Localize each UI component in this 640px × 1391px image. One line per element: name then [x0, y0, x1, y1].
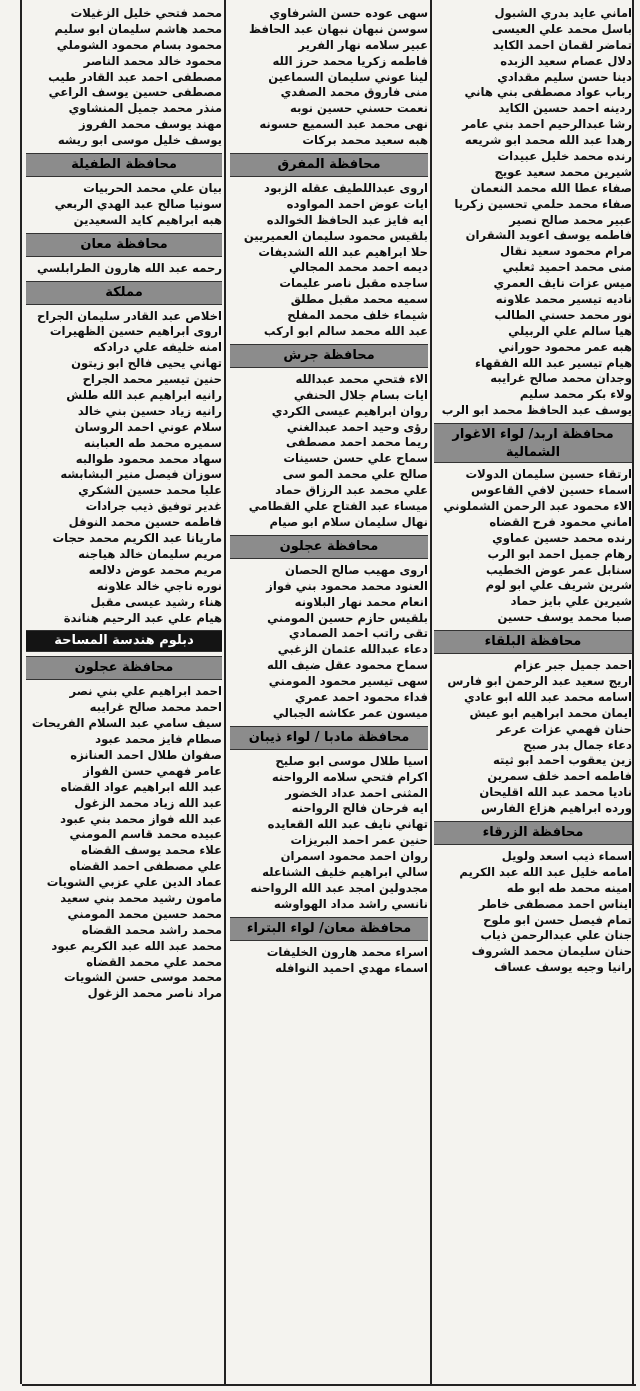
graduate-name: يوسف خليل موسى ابو ريشه: [57, 133, 222, 148]
graduate-name: سميره محمد طه العبابنه: [83, 435, 222, 450]
graduate-name: اخلاص عبد القادر سليمان الجراح: [37, 308, 222, 323]
graduate-name: جنان علي عبدالرحمن ذياب: [480, 928, 632, 943]
graduate-name: الاء محمود عبد الرحمن الشملوني: [443, 498, 632, 513]
graduate-name: هبه ابراهيم كايد السعيدين: [73, 212, 222, 227]
graduate-name: فاطمه حسين محمد النوفل: [68, 515, 222, 530]
bottom-rule: [22, 1384, 636, 1386]
graduate-name: غدير توفيق ذيب جرادات: [85, 499, 222, 514]
graduate-name: حنان سليمان محمد الشروف: [471, 944, 632, 959]
graduate-name: عامر فهمي حسن الفواز: [83, 763, 222, 778]
graduate-name: اماني محمود فرح القضاه: [489, 514, 632, 529]
graduate-name: ميس عزات نايف العمري: [493, 276, 632, 291]
graduate-name: محمد حسين محمد المومني: [67, 906, 222, 921]
graduate-name: ولاء بكر محمد سليم: [519, 387, 632, 402]
graduate-name: سوزان فيصل منير البشابشه: [60, 467, 222, 482]
graduate-name: عماد الدين علي عزبي الشويات: [46, 875, 222, 890]
graduate-name: المثنى احمد عداد الخضور: [285, 785, 428, 800]
graduate-name: عبد الله ابراهيم عواد القضاه: [60, 779, 222, 794]
graduate-name: دعاء جمال بدر صبح: [523, 737, 632, 752]
graduate-name: وجدان محمد صالح غرايبه: [490, 371, 632, 386]
graduate-name: يوسف عبد الحافظ محمد ابو الرب: [441, 403, 632, 418]
graduate-name: نعمت حسني حسين نوبه: [290, 101, 428, 116]
graduate-name: ناديا محمد عبد الله اقليحان: [479, 785, 632, 800]
graduate-name: اسراء محمد هارون الخليفات: [266, 944, 428, 959]
graduate-name: ناديه تيسير محمد علاونه: [495, 292, 632, 307]
graduate-name: نهى محمد عبد السميع حسونه: [259, 117, 428, 132]
section-heading: محافظة معان/ لواء البتراء: [230, 917, 428, 941]
graduate-name: احمد جميل جبر عزام: [513, 658, 632, 673]
graduate-name: حنين عمر احمد البريزات: [290, 833, 428, 848]
graduate-name: بلقيس محمود سليمان العميريين: [243, 228, 428, 243]
graduate-name: ايات عوض احمد المواوده: [286, 196, 428, 211]
graduate-name: سماح علي حسن حسينات: [283, 451, 428, 466]
graduate-name: محمود خالد محمد الناصر: [83, 53, 222, 68]
graduate-name: رنده محمد خليل عبيدات: [497, 149, 632, 164]
graduate-name: رانيه ابراهيم عبد الله طلش: [66, 388, 222, 403]
column-middle: [226, 0, 432, 1384]
graduate-name: رنده محمد حسين عماوي: [492, 530, 632, 545]
graduate-name: رحمه عبد الله هارون الطرابلسي: [36, 260, 222, 275]
graduate-name: محمود بسام محمود الشوملي: [56, 37, 222, 52]
graduate-name: سهاد محمد محمود طوالبه: [75, 451, 222, 466]
graduate-name: شيرين علي بايز حماد: [510, 594, 632, 609]
graduate-name: فاطمه احمد خلف سمرين: [487, 769, 632, 784]
graduate-name: اسامه محمد عبد الله ابو عادي: [463, 689, 632, 704]
graduate-name: سهى تيسير محمود المومني: [268, 674, 428, 689]
graduate-name: انعام محمد نهار البلاونه: [294, 594, 428, 609]
graduate-name: روان ابراهيم عيسى الكردي: [271, 403, 428, 418]
section-heading: محافظة الزرقاء: [434, 821, 632, 845]
graduate-name: هيا سالم علي الربيلي: [508, 323, 632, 338]
graduate-name: احمد محمد صالح غرايبه: [89, 700, 222, 715]
section-heading: دبلوم هندسة المساحة: [26, 630, 222, 652]
graduate-name: روان احمد محمود اسمران: [280, 849, 428, 864]
graduate-name: اسماء حسين لافي القاعوس: [470, 483, 632, 498]
graduate-name: عبير سلامه نهار الفرير: [298, 37, 428, 52]
graduate-name: سميه محمد مقبل مطلق: [290, 292, 428, 307]
graduate-name: باسل محمد علي العيسى: [491, 21, 632, 36]
graduate-name: عبير محمد صالح نصير: [509, 212, 632, 227]
graduate-name: ايات بسام جلال الحنفي: [293, 387, 428, 402]
graduate-name: محمد راشد محمد القضاه: [81, 922, 222, 937]
graduate-name: احمد ابراهيم علي بني نصر: [69, 684, 222, 699]
graduate-name: ايه فايز عبد الحافظ الخوالده: [266, 212, 428, 227]
graduate-name: ميساء عبد الفتاح علي القطامي: [248, 499, 428, 514]
graduate-name: هيام علي عبد الرحيم هناندة: [63, 610, 222, 625]
section-heading: محافظة المفرق: [230, 153, 428, 177]
graduate-name: هبه سعيد محمد بركات: [302, 133, 428, 148]
graduate-name: سماح محمود عقل ضيف الله: [267, 658, 428, 673]
graduate-name: منى محمد احميد ثعلبي: [502, 260, 632, 275]
section-heading: محافظة الطفيلة: [26, 153, 222, 177]
graduate-name: مراد ناصر محمد الزغول: [87, 986, 222, 1001]
graduate-name: رباب عواد مصطفى بني هاني: [464, 85, 632, 100]
graduate-name: محمد عبد الله عبد الكريم عبود: [51, 938, 222, 953]
graduate-name: شيماء خلف محمد المفلح: [287, 308, 428, 323]
section-heading: محافظة معان: [26, 233, 222, 257]
graduate-name: اسماء مهدي احميد النوافله: [275, 960, 428, 975]
graduate-name: سيف سامي عبد السلام الفريحات: [31, 716, 222, 731]
graduate-name: اروى مهيب صالح الحصان: [284, 562, 428, 577]
graduate-name: دعاء عبدالله عثمان الزغبي: [277, 642, 428, 657]
graduate-name: شيرين محمد سعيد عويج: [494, 164, 632, 179]
graduate-name: حنان فهمي عزات عرعر: [496, 721, 632, 736]
graduate-name: علاء محمد يوسف القضاه: [81, 843, 222, 858]
graduate-name: ارتقاء حسين سليمان الدولات: [465, 467, 632, 482]
graduate-name: امامه خليل عبد الله عبد الكريم: [459, 864, 632, 879]
graduate-name: محمد علي محمد القضاه: [86, 954, 222, 969]
graduate-name: عبد الله زياد محمد الزغول: [74, 795, 222, 810]
graduate-name: ماريانا عبد الكريم محمد حجات: [52, 531, 222, 546]
graduate-name: اسيا طلال موسى ابو صليح: [275, 753, 428, 768]
section-heading: محافظة البلقاء: [434, 630, 632, 654]
graduate-name: علي محمد عبد الرزاق حماد: [275, 483, 428, 498]
graduate-name: مامون رشيد محمد بني سعيد: [60, 890, 222, 905]
graduate-name: لينا عوني سليمان السماعين: [268, 69, 428, 84]
graduate-name: هبه عمر محمود حوراني: [498, 339, 632, 354]
graduate-name: رؤى وحيد احمد عبدالغني: [286, 419, 428, 434]
graduate-name: مريم سليمان خالد هياجنه: [78, 546, 222, 561]
graduate-name: سالي ابراهيم خليف الشناعله: [262, 864, 428, 879]
graduate-name: مرام محمود سعيد نقال: [500, 244, 632, 259]
graduate-name: دينا حسن سليم مقدادي: [497, 69, 632, 84]
newspaper-page: [4, 0, 636, 1391]
graduate-name: ايناس احمد مصطفى خاطر: [478, 896, 632, 911]
graduate-name: صفاء محمد حلمي تحسين زكريا: [454, 196, 632, 211]
section-heading: محافظة عجلون: [26, 656, 222, 680]
section-heading: محافظة جرش: [230, 344, 428, 368]
graduate-name: ساجده مقبل ناصر عليمات: [279, 276, 428, 291]
graduate-name: ديمه احمد محمد المجالي: [289, 260, 428, 275]
graduate-name: رهدا عبد الله محمد ابو شريعه: [464, 133, 632, 148]
graduate-name: تهاني نايف عبد الله القعايده: [267, 817, 428, 832]
graduate-name: صالح علي محمد المو سى: [282, 467, 428, 482]
graduate-name: صفاء عطا الله محمد النعمان: [470, 180, 632, 195]
graduate-name: ريما محمد احمد مصطفى: [285, 435, 428, 450]
section-heading: محافظة اربد/ لواء الاغوار الشمالية: [434, 423, 632, 463]
graduate-name: بلقيس حازم حسين المومني: [267, 610, 428, 625]
graduate-name: سونيا صالح عبد الهدي الربعي: [54, 196, 222, 211]
graduate-name: مصطفى احمد عبد القادر طيب: [48, 69, 222, 84]
graduate-name: اروى عبداللطيف عقله الزبود: [264, 181, 428, 196]
graduate-name: تقى راتب احمد الصمادي: [288, 626, 428, 641]
graduate-name: نور محمد حسني الطالب: [494, 307, 632, 322]
graduate-name: اسماء ذيب اسعد ولويل: [501, 848, 632, 863]
section-heading: محافظة مادبا / لواء ذيبان: [230, 726, 428, 750]
column-right: [432, 0, 636, 1384]
graduate-name: هيام تيسير عبد الله الفقهاء: [475, 355, 632, 370]
graduate-name: ردينه احمد حسين الكايد: [498, 101, 632, 116]
graduate-name: بيان علي محمد الحربيات: [83, 181, 222, 196]
graduate-name: محمد فتحي خليل الزغيلات: [70, 6, 222, 20]
graduate-name: سنابل عمر عوض الخطيب: [486, 562, 632, 577]
graduate-name: مجدولين امجد عبد الله الرواحنه: [250, 880, 428, 895]
graduate-name: الاء فتحي محمد عبدالله: [295, 371, 428, 386]
graduate-name: منذر محمد جميل المنشاوي: [68, 101, 222, 116]
graduate-name: تماضر لقمان احمد الكايد: [493, 37, 632, 52]
graduate-name: امينه محمد طه ابو طه: [506, 880, 632, 895]
graduate-name: صطام فايز محمد عبود: [95, 732, 222, 747]
graduate-name: ورده ابراهيم هزاع الفارس: [480, 801, 632, 816]
graduate-name: نوره ناجي خالد علاونه: [96, 578, 222, 593]
graduate-name: علي مصطفى احمد القضاه: [69, 859, 222, 874]
graduate-name: اريج سعيد عبد الرحمن ابو فارس: [447, 673, 632, 688]
graduate-name: فاطمه يوسف اعويد الشقران: [465, 228, 632, 243]
graduate-name: عبد الله فواز محمد بني عبود: [60, 811, 222, 826]
graduate-name: دلال عصام سعيد الزبده: [500, 53, 632, 68]
graduate-name: مريم محمد عوض دلالعه: [88, 562, 222, 577]
graduate-name: حلا ابراهيم عبد الله الشديفات: [258, 244, 428, 259]
graduate-name: رهام جميل احمد ابو الرب: [487, 546, 632, 561]
graduate-name: هناء رشيد عيسى مقبل: [90, 594, 222, 609]
graduate-name: رانيه زياد حسين بني خالد: [77, 403, 222, 418]
section-heading: مملكة: [26, 281, 222, 305]
graduate-name: سلام عوني احمد الروسان: [74, 419, 222, 434]
graduate-name: محمد موسى حسن الشويات: [63, 970, 222, 985]
graduate-name: ايه فرحان فالح الرواحنه: [291, 801, 428, 816]
graduate-name: اكرام فتحي سلامه الرواحنه: [271, 769, 428, 784]
graduate-name: اروى ابراهيم حسين الظهيرات: [49, 324, 222, 339]
graduate-name: صفوان طلال احمد العنانزه: [70, 747, 222, 762]
graduate-name: نهال سليمان سلام ابو صيام: [269, 514, 428, 529]
graduate-name: عليا محمد حسين الشكري: [78, 483, 222, 498]
graduate-name: حنين تيسير محمد الجراح: [82, 372, 222, 387]
graduate-name: زين يعقوب احمد ابو ثيته: [492, 753, 632, 768]
graduate-name: تهاني يحيى فالح ابو زيتون: [71, 356, 222, 371]
graduate-name: عبد الله محمد سالم ابو اركب: [263, 324, 428, 339]
section-heading: محافظة عجلون: [230, 535, 428, 559]
graduate-name: مهند يوسف محمد الفروز: [79, 117, 222, 132]
graduate-name: ميسون عمر عكاشه الجبالي: [272, 705, 428, 720]
graduate-name: ايمان محمد ابراهيم ابو عيش: [469, 705, 632, 720]
column-left: [22, 0, 226, 1384]
graduate-name: نانسي راشد مداد الهواوشه: [273, 896, 428, 911]
graduate-name: امنه خليفه علي درادكه: [93, 340, 222, 355]
graduate-name: رشا عبدالرحيم احمد بني عامر: [462, 117, 632, 132]
graduate-name: رانيا وجيه يوسف عساف: [494, 960, 632, 975]
graduate-name: محمد هاشم سليمان ابو سليم: [54, 21, 222, 36]
graduate-name: فاطمه زكريا محمد حرز الله: [272, 53, 428, 68]
graduate-name: تمام فيصل حسن ابو ملوح: [483, 912, 632, 927]
graduate-name: مصطفى حسين يوسف الراعي: [48, 85, 222, 100]
graduate-name: سهى عوده حسن الشرفاوي: [269, 6, 428, 20]
graduate-name: العنود محمد محمود بني فواز: [266, 578, 428, 593]
graduate-name: شرين شريف علي ابو لوم: [485, 578, 632, 593]
graduate-name: منى فاروق محمد الصفدي: [280, 85, 428, 100]
graduate-name: فداء محمود احمد عمري: [294, 689, 428, 704]
graduate-name: اماني عايد بدري الشبول: [494, 6, 632, 20]
graduate-name: عبيده محمد قاسم المومني: [69, 827, 222, 842]
graduate-name: سوسن نبهان نبهان عبد الحافظ: [248, 21, 428, 36]
graduate-name: صبا محمد يوسف حسين: [497, 610, 632, 625]
